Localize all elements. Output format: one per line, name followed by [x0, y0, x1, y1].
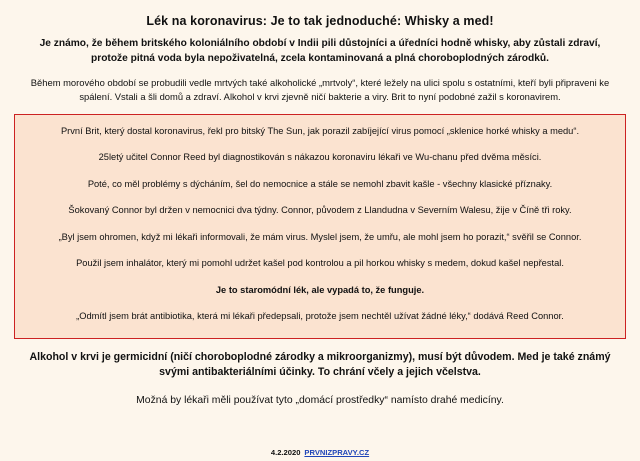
closing-paragraph: Možná by lékaři měli používat tyto „domácí prostředky“ namísto drahé medicíny.	[136, 395, 504, 407]
secondary-intro-paragraph: Během morového období se probudili vedle mrtvých také alkoholické „mrtvoly“, které ležely na ulici spolu s ostatními, kteří byli připraveni ke spálení. Vstali a šli domů a zdraví. Alkohol v krvi zjevně ničí bakterie a viry. Brit to nyní podobné zažil s koronavirem.	[30, 76, 610, 102]
body-paragraph: Poté, co měl problémy s dýcháním, šel do nemocnice a stále se nemohl zbavit kašle - všechny klasické příznaky.	[87, 178, 553, 189]
body-paragraph: Použil jsem inhalátor, který mi pomohl udržet kašel pod kontrolou a pil horkou whisky s medem, dokud kašel nepřestal.	[76, 258, 564, 269]
body-paragraph: „Byl jsem ohromen, když mi lékaři informovali, že mám virus. Myslel jsem, že umřu, ale mohl jsem ho porazit,“ svěřil se Connor.	[58, 231, 582, 242]
body-paragraph: 25letý učitel Connor Reed byl diagnostikován s nákazou koronaviru lékaři ve Wu-chanu před dvěma měsíci.	[98, 152, 542, 163]
footer	[0, 448, 640, 457]
body-paragraph-emphasis: Je to staromódní lék, ale vypadá to, že funguje.	[215, 284, 425, 295]
body-paragraph: „Odmítl jsem brát antibiotika, která mi lékaři předepsali, protože jsem nechtěl užívat žádné léky,“ dodává Reed Connor.	[76, 311, 564, 322]
publish-date: 4.2.2020	[270, 448, 301, 457]
body-paragraph: První Brit, který dostal koronavirus, řekl pro bitský The Sun, jak porazil zabíjející virus pomocí „sklenice horké whisky a medu“.	[60, 125, 580, 136]
highlight-box	[14, 114, 626, 339]
body-paragraph: Šokovaný Connor byl držen v nemocnici dva týdny. Connor, původem z Llandudna v Severním Walesu, žije v Číně tři roky.	[68, 205, 572, 216]
intro-paragraph: Je známo, že během britského koloniálního období v Indii pili důstojníci a úředníci hodně whisky, aby zůstali zdraví, protože pitná voda byla nepoživatelná, zcela kontaminovaná a plná choroboplodných zárodků.	[39, 38, 601, 64]
conclusion-paragraph: Alkohol v krvi je germicidní (ničí choroboplodné zárodky a mikroorganizmy), musí být důvodem. Med je také známý svými antibakteriálními účinky. To chrání včely a jejich včelstva.	[29, 350, 611, 379]
page-title: Lék na koronavirus: Je to tak jednoduché: Whisky a med!	[146, 14, 494, 28]
source-link[interactable]: PRVNIZPRAVY.CZ	[304, 448, 370, 457]
